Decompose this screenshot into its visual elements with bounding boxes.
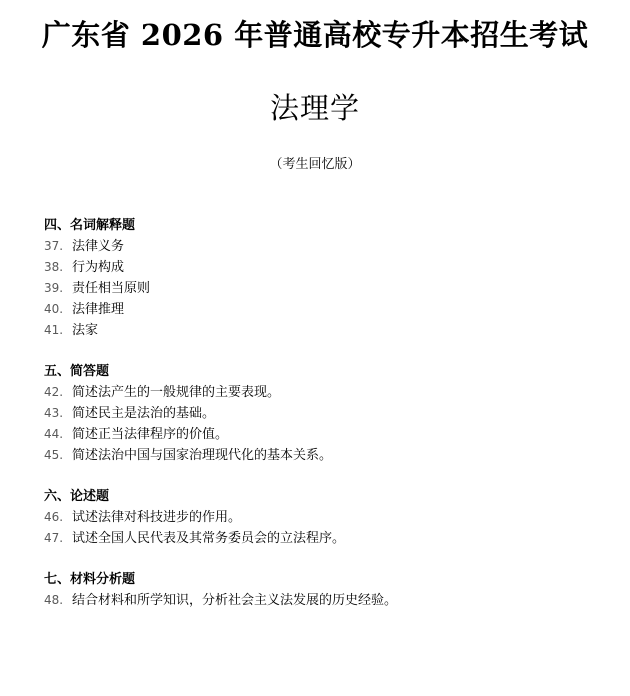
question-number: 44. <box>44 427 64 441</box>
question-number: 41. <box>44 323 64 337</box>
section-material-analysis <box>44 570 604 611</box>
question-number: 42. <box>44 385 64 399</box>
section-heading: 四、名词解释题 <box>44 218 136 233</box>
question-item <box>44 590 604 611</box>
question-text: 试述法律对科技进步的作用。 <box>72 510 242 525</box>
question-number: 40. <box>44 302 64 316</box>
question-text: 行为构成 <box>72 260 125 275</box>
subject-heading: 法理学 <box>269 91 360 125</box>
question-number: 38. <box>44 260 64 274</box>
question-text: 简述民主是法治的基础。 <box>72 406 216 421</box>
question-number: 39. <box>44 281 64 295</box>
question-text: 简述法治中国与国家治理现代化的基本关系。 <box>72 448 333 463</box>
question-text: 简述正当法律程序的价值。 <box>72 427 229 442</box>
question-item <box>44 236 604 257</box>
question-text: 试述全国人民代表及其常务委员会的立法程序。 <box>72 531 346 546</box>
question-item <box>44 445 604 466</box>
question-text: 责任相当原则 <box>72 281 151 296</box>
question-number: 43. <box>44 406 64 420</box>
question-item <box>44 278 604 299</box>
question-number: 47. <box>44 531 64 545</box>
question-item <box>44 528 604 549</box>
question-item <box>44 299 604 320</box>
question-number: 37. <box>44 239 64 253</box>
edition-note: （考生回忆版） <box>269 157 361 172</box>
section-terms <box>44 216 604 341</box>
question-item <box>44 257 604 278</box>
question-text: 结合材料和所学知识，分析社会主义法发展的历史经验。 <box>72 593 398 608</box>
section-heading: 五、简答题 <box>44 364 110 379</box>
question-number: 48. <box>44 593 64 607</box>
question-text: 法家 <box>72 323 99 338</box>
question-text: 法律义务 <box>72 239 125 254</box>
question-number: 46. <box>44 510 64 524</box>
section-heading: 六、论述题 <box>44 489 110 504</box>
question-item <box>44 320 604 341</box>
section-heading: 七、材料分析题 <box>44 572 136 587</box>
exam-title: 广东省 2026 年普通高校专升本招生考试 <box>41 18 589 52</box>
section-short-answer <box>44 362 604 466</box>
question-number: 45. <box>44 448 64 462</box>
question-item <box>44 507 604 528</box>
question-item <box>44 424 604 445</box>
question-text: 法律推理 <box>72 302 125 317</box>
question-item <box>44 382 604 403</box>
question-text: 简述法产生的一般规律的主要表现。 <box>72 385 281 400</box>
question-item <box>44 403 604 424</box>
section-essay <box>44 487 604 549</box>
